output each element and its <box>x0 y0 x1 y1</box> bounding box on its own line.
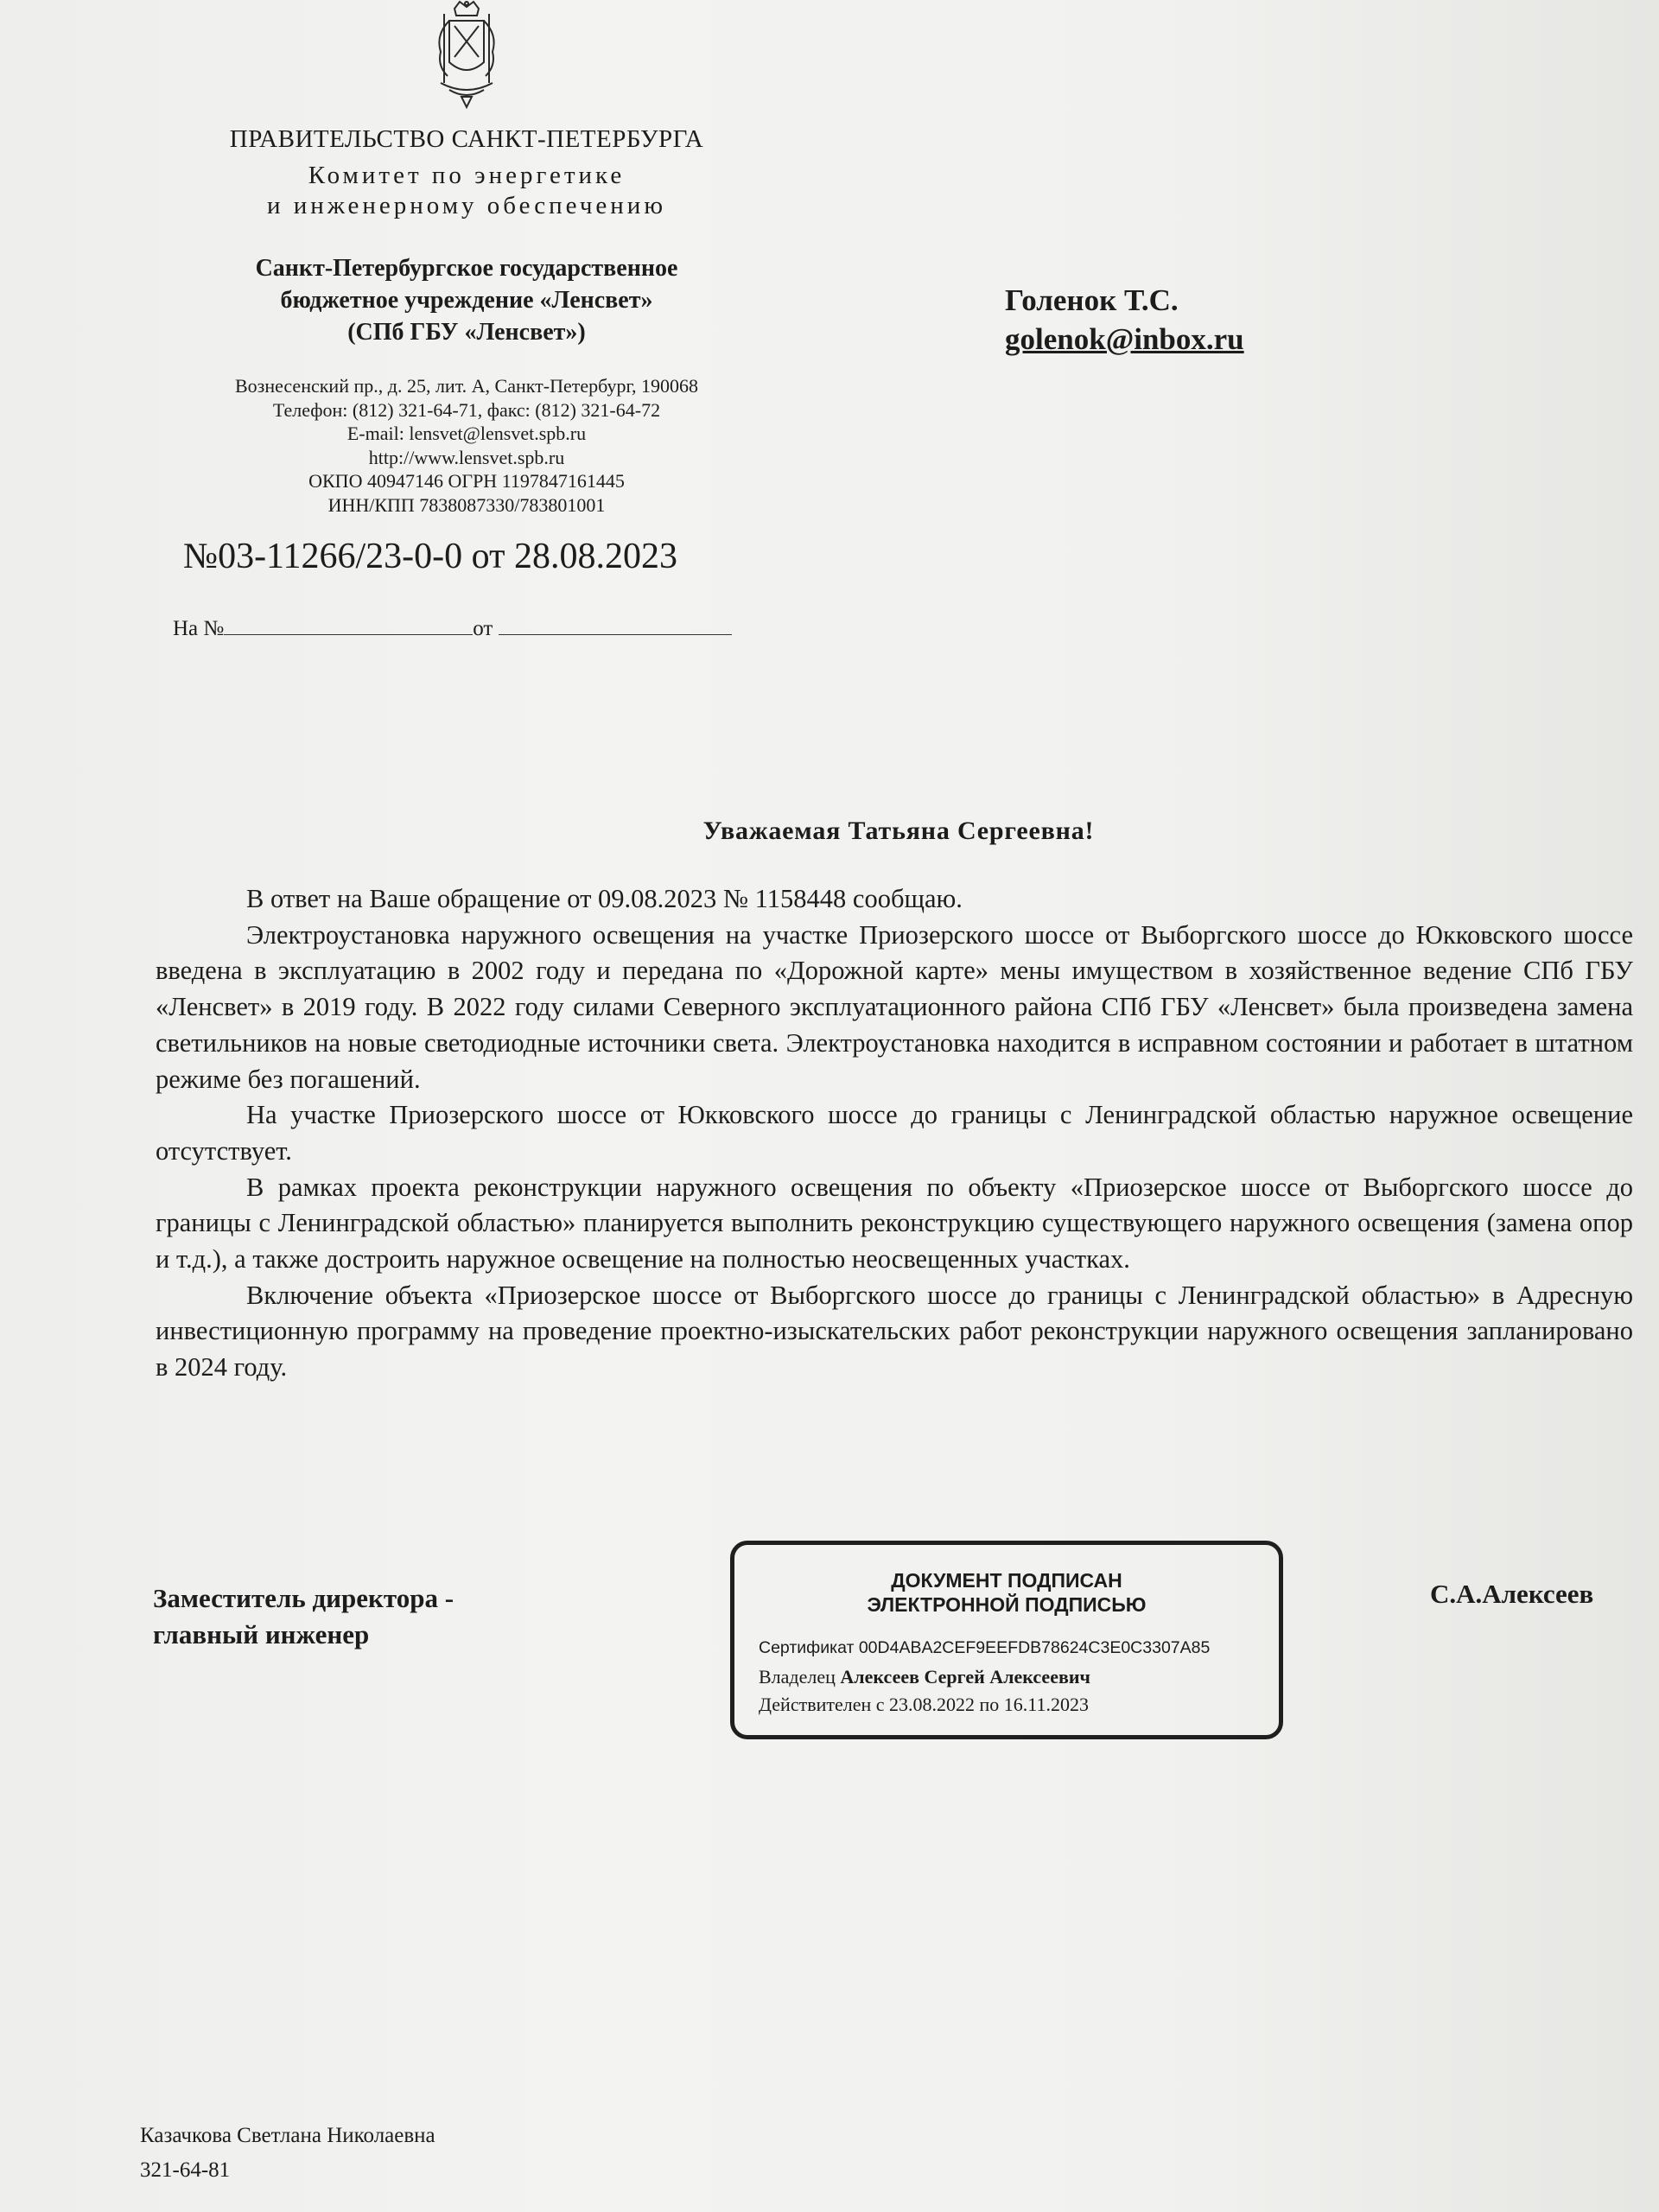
stamp-validity: Действителен с 23.08.2022 по 16.11.2023 <box>759 1694 1089 1715</box>
org-line-3: (СПб ГБУ «Ленсвет») <box>347 319 586 346</box>
executor-phone: 321-64-81 <box>140 2158 231 2182</box>
org-line-2: бюджетное учреждение «Ленсвет» <box>280 287 653 314</box>
email-line: E-mail: lensvet@lensvet.spb.ru <box>346 423 587 444</box>
organization-name <box>173 252 760 348</box>
reference-number-blank <box>224 613 473 635</box>
stamp-title-1: ДОКУМЕНТ ПОДПИСАН <box>891 1569 1122 1592</box>
coat-of-arms-icon <box>423 0 510 111</box>
signer-position <box>153 1580 454 1653</box>
paragraph-4: В рамках проекта реконструкции наружного освещения по объекту «Приозерское шоссе от Выборгского шоссе до границы с Ленинградской областью» планируется выполнить реконструкцию существующего наружного освещения (замена опор и т.д.), а также достроить наружное освещение на полностью неосвещенных участках. <box>156 1172 1633 1274</box>
recipient-name: Голенок Т.С. <box>1005 283 1179 317</box>
paragraph-3: На участке Приозерского шоссе от Юкковского шоссе до границы с Ленинградской областью наружное освещение отсутствует. <box>156 1100 1633 1166</box>
position-line-2: главный инженер <box>153 1619 370 1649</box>
recipient-email: golenok@inbox.ru <box>1005 322 1244 356</box>
stamp-owner-line <box>759 1666 1090 1688</box>
reference-from: от <box>473 617 493 640</box>
organization-contacts <box>164 374 769 517</box>
website-line: http://www.lensvet.spb.ru <box>368 446 565 468</box>
stamp-owner: Алексеев Сергей Алексеевич <box>840 1666 1090 1688</box>
document-number: №03-11266/23-0-0 от 28.08.2023 <box>183 537 677 576</box>
executor-block <box>140 2119 435 2188</box>
position-line-1: Заместитель директора - <box>153 1583 454 1613</box>
address-line: Вознесенский пр., д. 25, лит. А, Санкт-Петербург, 190068 <box>234 375 699 397</box>
committee-line-1: Комитет по энергетике <box>308 162 626 189</box>
paragraph-5: Включение объекта «Приозерское шоссе от Выборгского шоссе до границы с Ленинградской областью» в Адресную инвестиционную программу на проведение проектно-изыскательских работ реконструкции наружного освещения запланировано в 2024 году. <box>156 1280 1633 1382</box>
stamp-certificate: Сертификат 00D4ABA2CEF9EEFDB78624C3E0C3307A85 <box>759 1638 1211 1657</box>
inn-line: ИНН/КПП 7838087330/783801001 <box>327 493 606 516</box>
paragraph-2: Электроустановка наружного освещения на участке Приозерского шоссе от Выборгского шоссе до Юкковского шоссе введена в эксплуатацию в 2002 году и передана по «Дорожной карте» мены имуществом в хозяйственное ведение СПб ГБУ «Ленсвет» в 2019 году. В 2022 году силами Северного эксплуатационного района СПб ГБУ «Ленсвет» была произведена замена светильников на новые светодиодные источники света. Электроустановка находится в исправном состоянии и работает в штатном режиме без погашений. <box>156 919 1633 1094</box>
stamp-title-2: ЭЛЕКТРОННОЙ ПОДПИСЬЮ <box>867 1593 1147 1616</box>
committee-line-2: и инженерному обеспечению <box>267 192 666 219</box>
electronic-signature-stamp <box>730 1541 1283 1739</box>
paragraph-1: В ответ на Ваше обращение от 09.08.2023 № 1158448 сообщаю. <box>246 884 963 913</box>
reference-prefix: На № <box>173 617 225 640</box>
reference-line <box>173 613 760 641</box>
stamp-owner-label: Владелец <box>759 1666 836 1688</box>
government-name: ПРАВИТЕЛЬСТВО САНКТ-ПЕТЕРБУРГА <box>229 125 704 153</box>
reference-date-blank <box>499 613 732 635</box>
org-line-1: Санкт-Петербургское государственное <box>255 255 678 282</box>
okpo-line: ОКПО 40947146 ОГРН 1197847161445 <box>308 470 625 492</box>
signer-name: С.А.Алексеев <box>1430 1579 1594 1609</box>
phone-line: Телефон: (812) 321-64-71, факс: (812) 321-64-72 <box>272 398 661 421</box>
letter-body <box>156 881 1633 1386</box>
salutation: Уважаемая Татьяна Сергеевна! <box>702 817 1095 845</box>
executor-name: Казачкова Светлана Николаевна <box>140 2124 435 2147</box>
